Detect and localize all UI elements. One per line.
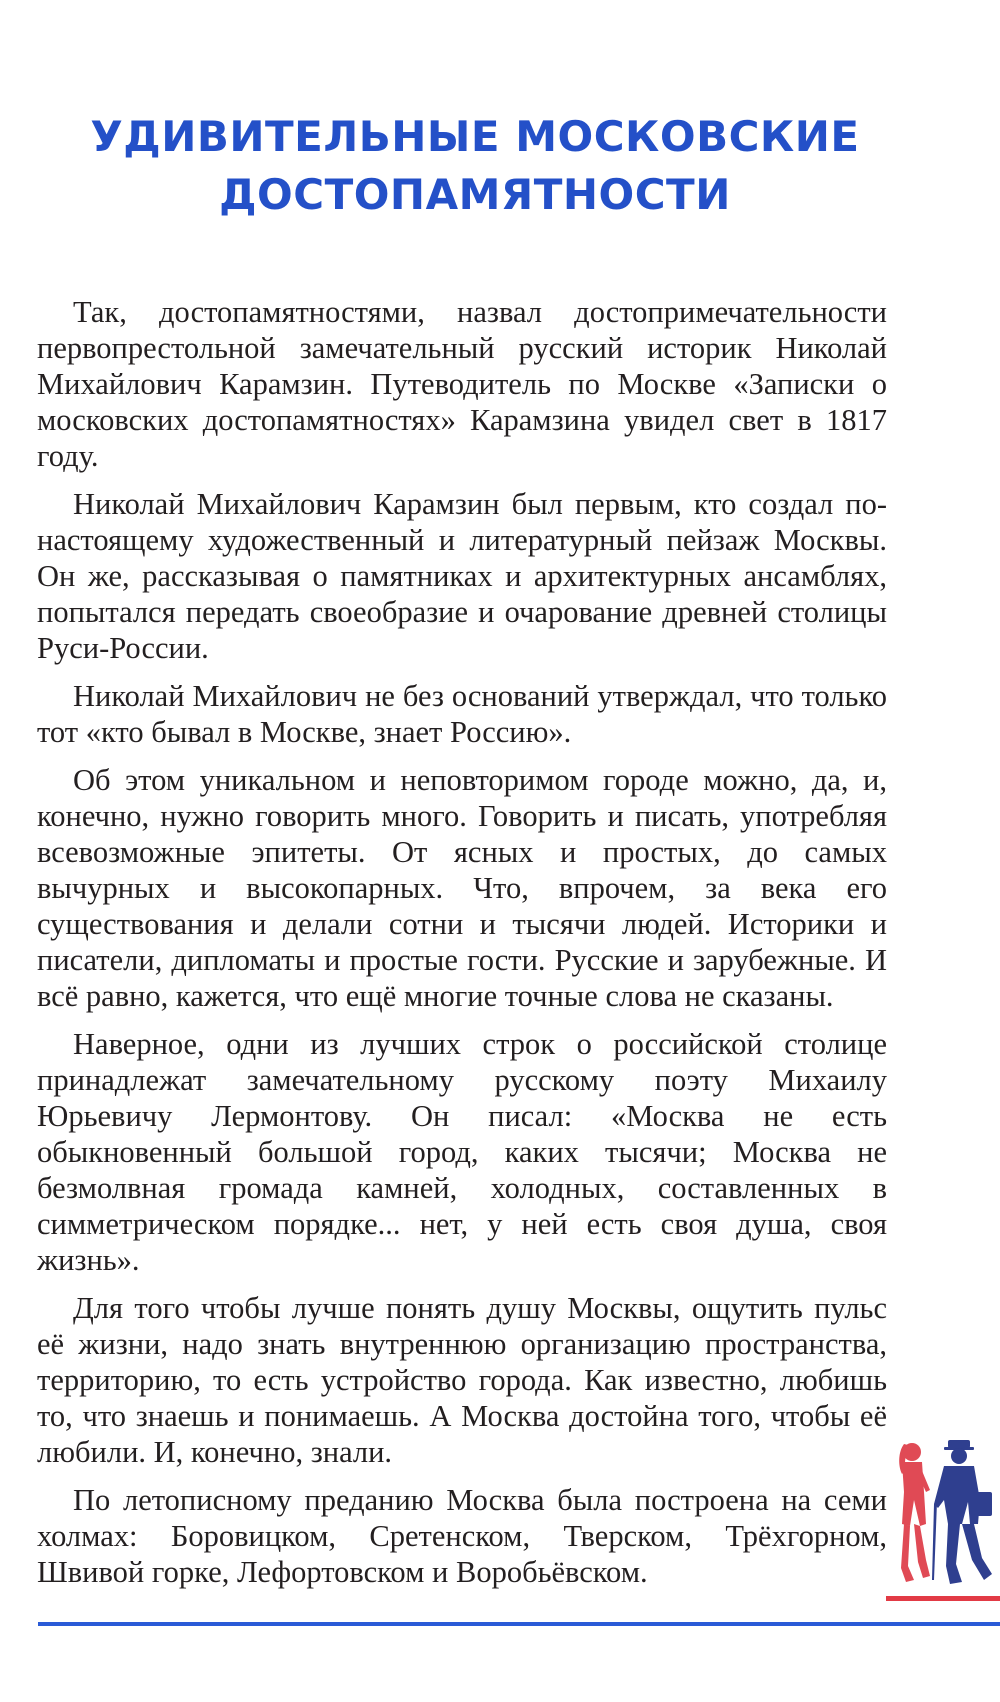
paragraph-6: Для того чтобы лучше понять душу Москвы, ощутить пульс её жизни, надо знать внутреннюю организацию пространства, территорию, то есть устройство города. Как известно, любишь то, что знаешь и понимаешь. А Москва достойна того, чтобы её любили. И, конечно, знали. [37, 1291, 887, 1469]
paragraph-2: Николай Михайлович Карамзин был первым, кто создал по-настоящему художественный и литературный пейзаж Москвы. Он же, рассказывая о памятниках и архитектурных ансамблях, попытался передать своеобразие и очарование древней столицы Руси-России. [37, 487, 887, 665]
paragraph-1: Так, достопамятностями, назвал достопримечательности первопрестольной замечательный русский историк Николай Михайлович Карамзин. Путеводитель по Москве «Записки о московских достопамятностях» Карамзина увидел свет в 1817 году. [37, 295, 887, 473]
paragraph-5: Наверное, одни из лучших строк о российской столице принадлежат замечательному русскому поэту Михаилу Юрьевичу Лермонтову. Он писал: «Москва не есть обыкновенный большой город, каких тысячи; Москва не безмолвная громада камней, холодных, составленных в симметрическом порядке... нет, у ней есть своя душа, своя жизнь». [37, 1027, 887, 1277]
title-line-1: УДИВИТЕЛЬНЫЕ МОСКОВСКИЕ [90, 112, 860, 161]
page-title [40, 108, 910, 224]
paragraph-4: Об этом уникальном и неповторимом городе можно, да, и, конечно, нужно говорить много. Говорить и писать, употребляя всевозможные эпитеты. От ясных и простых, до самых вычурных и высокопарных. Что, впрочем, за века его существования и делали сотни и тысячи людей. Историки и писатели, дипломаты и простые гости. Русские и зарубежные. И всё равно, кажется, что ещё многие точные слова не сказаны. [37, 763, 887, 1013]
red-accent-rule [886, 1596, 1000, 1601]
body-text [37, 294, 887, 1602]
blue-footer-rule [38, 1622, 1000, 1626]
woman-figure [899, 1443, 930, 1582]
walking-couple-illustration [890, 1440, 1000, 1590]
title-line-2: ДОСТОПАМЯТНОСТИ [219, 170, 731, 219]
man-figure [932, 1440, 992, 1584]
paragraph-7: По летописному преданию Москва была построена на семи холмах: Боровицком, Сретенском, Тверском, Трёхгорном, Швивой горке, Лефортовском и Воробьёвском. [37, 1483, 887, 1589]
paragraph-3: Николай Михайлович не без оснований утверждал, что только тот «кто бывал в Москве, знает Россию». [37, 679, 887, 749]
